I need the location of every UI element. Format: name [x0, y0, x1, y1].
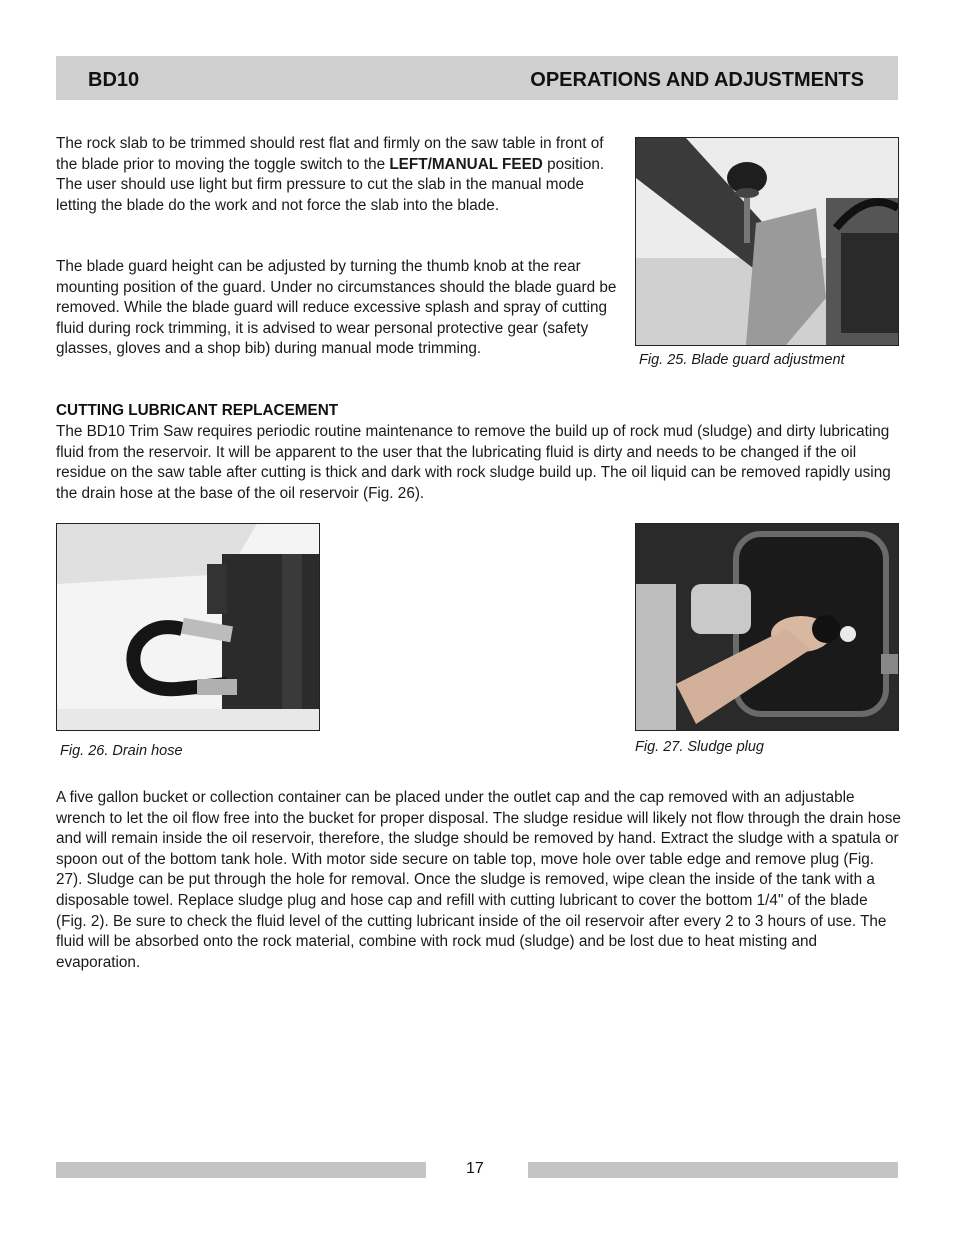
fig27-photo — [635, 523, 899, 731]
model-title: BD10 — [88, 69, 140, 91]
intro-paragraph-2: The blade guard height can be adjusted by turning the thumb knob at the rear mounting position of the guard. Under no circumstances should the blade guard be removed. While the blade guard will reduce excessive splash and spray of cutting fluid during rock trimming, it is advised to wear personal protective gear (safety glasses, gloves and a shop bib) during manual mode trimming. — [56, 258, 617, 358]
footer-bar-right — [528, 1162, 898, 1178]
sludge-plug-illustration — [636, 524, 898, 730]
header-bar — [56, 56, 898, 100]
page-number: 17 — [466, 1160, 484, 1177]
lubricant-paragraph-2: A five gallon bucket or collection container can be placed under the outlet cap and the cap removed with an adjustable wrench to let the oil flow free into the bucket for proper disposal. The sludge residue will likely not flow through the drain hose and will remain inside the oil reservoir, therefore, the sludge should be removed by hand. Extract the sludge with a spatula or spoon out of the bottom tank hole. With motor side secure on table top, move hole over table edge and remove plug (Fig. 27). Sludge can be put through the hole for removal. Once the sludge is removed, wipe clean the inside of the tank with a disposable towel. Replace sludge plug and hose cap and refill with cutting lubricant to cover the bottom 1/4" of the blade (Fig. 2). Be sure to check the fluid level of the cutting lubricant inside of the oil reservoir after every 2 to 3 hours of use. The fluid will be absorbed onto the rock material, combine with rock mud (sludge) and be lost due to heat misting and evaporation. — [56, 789, 901, 971]
lubricant-paragraph-1: The BD10 Trim Saw requires periodic routine maintenance to remove the build up of rock mud (sludge) and dirty lubricating fluid from the reservoir. It will be apparent to the user that the lubricating fluid is dirty and needs to be changed if the oil residue on the saw table after cutting is thick and dark with rock sludge build up. The oil liquid can be removed rapidly using the drain hose at the base of the oil reservoir (Fig. 26). — [56, 423, 891, 502]
intro-p1-text-a: The rock slab to be trimmed should rest flat and firmly on the saw table in front of the blade prior to moving the toggle switch to the — [56, 135, 604, 173]
fig26-photo — [56, 523, 320, 731]
fig26-caption: Fig. 26. Drain hose — [60, 743, 183, 759]
intro-p1-bold: LEFT/MANUAL FEED — [389, 155, 543, 173]
fig25-caption: Fig. 25. Blade guard adjustment — [639, 352, 845, 368]
fig25-photo — [635, 137, 899, 346]
lubricant-heading: CUTTING LUBRICANT REPLACEMENT — [56, 402, 339, 419]
footer-bar-left — [56, 1162, 426, 1178]
drain-hose-illustration — [57, 524, 319, 730]
section-title: OPERATIONS AND ADJUSTMENTS — [530, 69, 864, 91]
fig27-caption: Fig. 27. Sludge plug — [635, 739, 764, 755]
blade-guard-illustration — [636, 138, 898, 345]
intro-paragraph-1 — [56, 134, 622, 216]
intro-p1-text-b: position. The user should use light but firm pressure to cut the slab in the manual mode letting the blade do the work and not force the slab into the blade. — [56, 155, 605, 214]
